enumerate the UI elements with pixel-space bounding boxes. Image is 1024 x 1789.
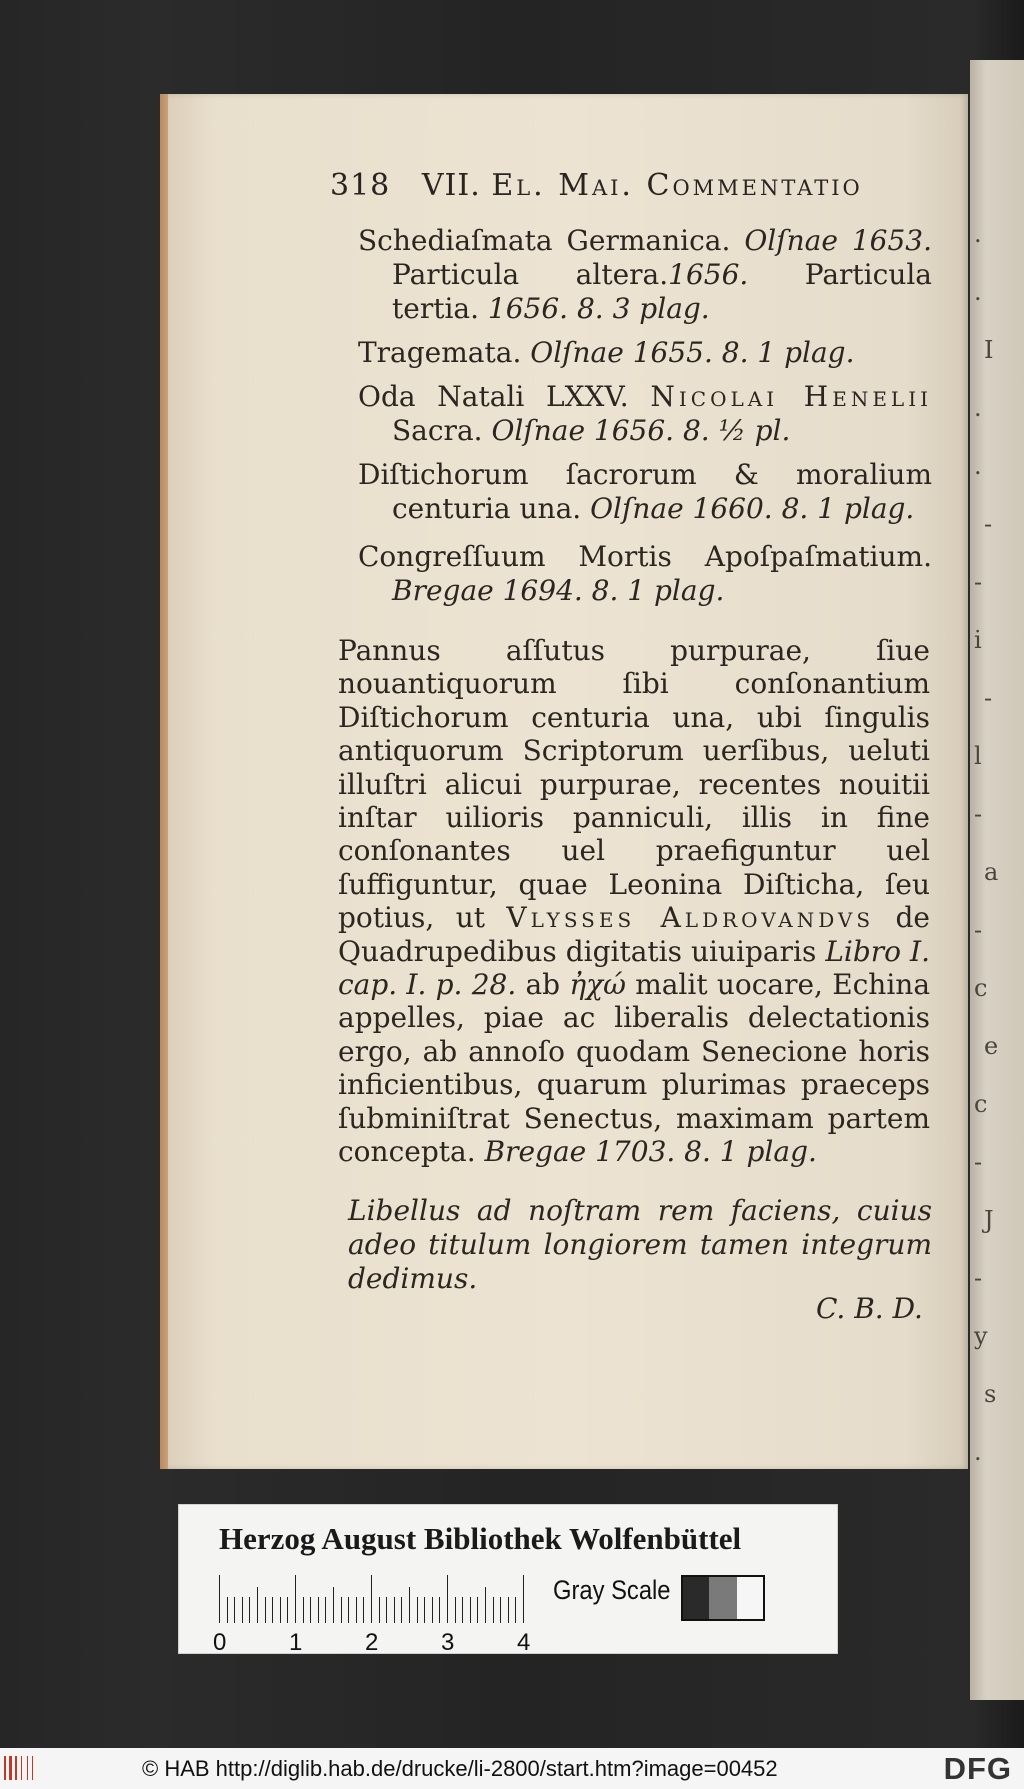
barcode-stripe	[4, 1756, 6, 1780]
ruler-tick	[455, 1597, 456, 1623]
running-header	[330, 168, 863, 203]
copyright-url[interactable]: © HAB http://diglib.hab.de/drucke/li-2800/start.htm?image=00452	[142, 1756, 778, 1781]
entry-list	[358, 224, 932, 608]
adjacent-page-glyph: c	[974, 974, 988, 1002]
entry-text: Particula tertia.	[392, 258, 932, 325]
entry-text: Schediaſmata Germanica.	[358, 224, 731, 257]
ruler-tick	[348, 1597, 349, 1623]
ruler-tick	[234, 1597, 235, 1623]
adjacent-page-glyph: .	[974, 220, 982, 248]
ruler-tick	[363, 1597, 364, 1623]
entry-text: Diſtichorum ſacrorum & moralium centuria una.	[358, 458, 932, 525]
ruler-number: 2	[365, 1629, 379, 1656]
ruler-tick	[470, 1597, 471, 1623]
adjacent-page-glyph: s	[984, 1380, 997, 1408]
entry-imprint: Bregae 1694. 8. 1 plag.	[392, 574, 725, 607]
adjacent-page-glyph: i	[974, 626, 982, 654]
ruler-tick	[523, 1575, 524, 1623]
adjacent-page-glyph: I	[984, 336, 994, 364]
ruler-tick	[257, 1587, 258, 1623]
adjacent-page-glyph: e	[984, 1032, 999, 1060]
adjacent-page-glyph: .	[974, 394, 982, 422]
adjacent-page-glyph: y	[974, 1322, 988, 1350]
ruler-tick	[295, 1575, 296, 1623]
ruler-tick	[280, 1597, 281, 1623]
adjacent-page-glyph: -	[974, 568, 983, 596]
entry-name: Nicolai Henelii	[650, 380, 933, 413]
entry-text: Tragemata.	[358, 336, 522, 369]
adjacent-page-glyph: -	[984, 510, 993, 538]
ruler-tick	[401, 1597, 402, 1623]
ruler-tick	[333, 1587, 334, 1623]
ruler-number: 1	[289, 1629, 303, 1656]
paragraph-text: de Quadrupedibus digitatis uiuiparis	[338, 901, 930, 968]
ruler-number: 0	[213, 1629, 227, 1656]
barcode-stripe	[32, 1756, 33, 1780]
ruler-tick	[371, 1575, 372, 1623]
adjacent-page-glyph: -	[974, 1264, 983, 1292]
greek-word: ἠχώ	[569, 968, 626, 1002]
ruler-tick	[303, 1597, 304, 1623]
ruler	[219, 1573, 511, 1623]
ruler-tick	[424, 1597, 425, 1623]
barcode-stripe	[21, 1756, 22, 1780]
ruler-tick	[341, 1597, 342, 1623]
ruler-tick	[249, 1597, 250, 1623]
header-roman: VII.	[421, 168, 481, 203]
adjacent-page-glyph: .	[974, 278, 982, 306]
ruler-tick	[462, 1597, 463, 1623]
adjacent-page-glyph: a	[984, 858, 999, 886]
ruler-tick	[219, 1575, 220, 1623]
dfg-logo: DFG	[943, 1751, 1012, 1786]
ruler-tick	[272, 1597, 273, 1623]
adjacent-page-glyph: .	[974, 1438, 982, 1466]
entry-imprint: Olſnae 1653.	[744, 224, 932, 257]
gray-swatch-frame	[681, 1575, 765, 1621]
entry-text: Congreſſuum Mortis Apoſpaſmatium.	[358, 540, 932, 573]
barcode-logo-icon	[4, 1756, 44, 1780]
entry-text: Particula altera.	[392, 258, 669, 291]
author-name: Vlysses Aldrovandvs	[506, 901, 875, 935]
paragraph-text: malit uocare, Echina appelles, piae ac liberalis delectationis ergo, ab annoſo quodam Senecione horis inficientibus, quarum plurimas praeceps ſubminiſtrat Senectus, maximam partem concepta.	[338, 968, 931, 1169]
ruler-tick	[485, 1587, 486, 1623]
ruler-tick	[417, 1597, 418, 1623]
footer-bar	[0, 1748, 1024, 1789]
ruler-tick	[242, 1597, 243, 1623]
ruler-tick	[508, 1597, 509, 1623]
ruler-tick	[515, 1597, 516, 1623]
barcode-stripe	[27, 1756, 28, 1780]
entry-schediasmata	[358, 224, 932, 326]
ruler-tick	[409, 1587, 410, 1623]
adjacent-page-glyph: c	[974, 1090, 988, 1118]
ruler-tick	[287, 1597, 288, 1623]
entry-congressuum	[358, 540, 932, 608]
adjacent-page-glyph: .	[974, 452, 982, 480]
ruler-tick	[432, 1597, 433, 1623]
entry-imprint: 1656. 8. 3 plag.	[487, 292, 710, 325]
ruler-tick	[447, 1575, 448, 1623]
ruler-tick	[477, 1597, 478, 1623]
entry-distichorum	[358, 458, 932, 526]
barcode-stripe	[15, 1756, 17, 1780]
ruler-tick	[227, 1597, 228, 1623]
library-title: Herzog August Bibliothek Wolfenbüttel	[219, 1521, 742, 1556]
ruler-tick	[439, 1597, 440, 1623]
scan-target-card	[178, 1504, 838, 1654]
ruler-number: 3	[441, 1629, 455, 1656]
page-number: 318	[330, 168, 391, 203]
adjacent-page-glyph: -	[974, 916, 983, 944]
entry-text: Sacra.	[392, 414, 483, 447]
ruler-tick	[379, 1597, 380, 1623]
ruler-tick	[500, 1597, 501, 1623]
adjacent-page-glyph: l	[974, 742, 982, 770]
ruler-tick	[318, 1597, 319, 1623]
ruler-tick	[356, 1597, 357, 1623]
adjacent-page-glyph: -	[974, 800, 983, 828]
entry-tragemata	[358, 336, 932, 370]
entry-text: Oda Natali LXXV.	[358, 380, 629, 413]
adjacent-page-glyph: J	[984, 1206, 994, 1234]
ruler-tick	[386, 1597, 387, 1623]
paragraph-text: ab	[525, 968, 561, 1002]
ruler-tick	[493, 1597, 494, 1623]
entry-imprint: Olſnae 1655. 8. 1 plag.	[530, 336, 855, 369]
header-title: El. Mai. Commentatio	[491, 168, 863, 203]
entry-imprint: Olſnae 1656. 8. ½ pl.	[491, 414, 791, 447]
ruler-tick	[394, 1597, 395, 1623]
signature: C. B. D.	[816, 1292, 923, 1325]
entry-imprint: Bregae 1703. 8. 1 plag.	[484, 1135, 817, 1169]
gray-scale-label: Gray Scale	[553, 1575, 671, 1605]
barcode-stripe	[9, 1756, 12, 1780]
paragraph-text: Pannus aſſutus purpurae, ſiue nouantiquorum ſibi conſonantium Diſtichorum centuria una, ubi ſingulis antiquorum Scriptorum uerſibus, ueluti illuſtri alicui purpurae, recentes nouitii inſtar uilioris panniculi, illis in fine conſonantes uel praefiguntur uel ſuffiguntur, quae Leonina Diſticha, ſeu potius, ut	[338, 634, 930, 935]
adjacent-page-glyph: -	[974, 1148, 983, 1176]
ruler-tick	[265, 1597, 266, 1623]
libellus-note: Libellus ad noſtram rem faciens, cuius adeo titulum longiorem tamen integrum dedimus.	[348, 1194, 932, 1295]
reference: Libro I. cap. I. p. 28.	[338, 934, 931, 1002]
entry-imprint: 1656.	[668, 258, 749, 291]
ruler-number: 4	[517, 1629, 531, 1656]
entry-imprint: Olſnae 1660. 8. 1 plag.	[590, 492, 915, 525]
adjacent-page-edge	[970, 60, 1024, 1700]
pannus-paragraph	[338, 634, 930, 1169]
ruler-tick	[310, 1597, 311, 1623]
entry-oda	[358, 380, 932, 448]
ruler-tick	[325, 1597, 326, 1623]
adjacent-page-glyph: -	[984, 684, 993, 712]
